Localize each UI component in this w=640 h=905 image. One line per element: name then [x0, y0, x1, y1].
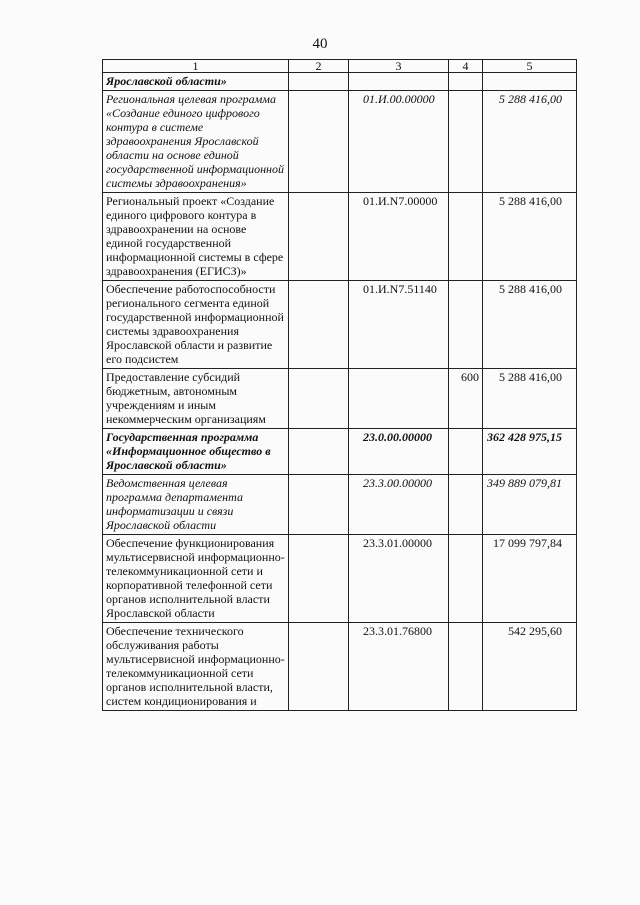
- column-header-4: 4: [449, 60, 483, 73]
- table-cell-col-2: [289, 193, 349, 281]
- table-cell-col-2: [289, 91, 349, 193]
- table-cell-col-5: 362 428 975,15: [483, 429, 577, 475]
- table-cell-col-5: 5 288 416,00: [483, 91, 577, 193]
- table-row: [103, 91, 577, 193]
- table-cell-col-2: [289, 623, 349, 711]
- table-row: [103, 73, 577, 91]
- table-cell-col-3: 01.И.00.00000: [349, 91, 449, 193]
- table-cell-col-1: Обеспечение технического обслуживания работы мультисервисной информационно-телекоммуникационной сети органов исполнительной власти, систем кондиционирования и: [103, 623, 289, 711]
- table-cell-col-1: Предоставление субсидий бюджетным, автономным учреждениям и иным некоммерческим организациям: [103, 369, 289, 429]
- table-cell-col-4: [449, 73, 483, 91]
- page-number: 40: [312, 36, 328, 52]
- column-header-3: 3: [349, 60, 449, 73]
- table-cell-col-1: Обеспечение работоспособности регионального сегмента единой государственной информационной системы здравоохранения Ярославской области и развитие его подсистем: [103, 281, 289, 369]
- table-row: [103, 429, 577, 475]
- table-cell-col-4: [449, 623, 483, 711]
- table-cell-col-3: 23.3.00.00000: [349, 475, 449, 535]
- table-cell-col-5: 5 288 416,00: [483, 281, 577, 369]
- table-row: [103, 281, 577, 369]
- margin-mark: [626, 760, 632, 880]
- table-cell-col-3: 23.3.01.76800: [349, 623, 449, 711]
- table-cell-col-4: [449, 429, 483, 475]
- table-cell-col-1: Обеспечение функционирования мультисервисной информационно-телекоммуникационной сети и корпоративной телефонной сети органов исполнительной власти Ярославской области: [103, 535, 289, 623]
- table-header-row: [103, 60, 577, 73]
- table-cell-col-3: 23.3.01.00000: [349, 535, 449, 623]
- table-row: [103, 535, 577, 623]
- table-cell-col-2: [289, 73, 349, 91]
- table-cell-col-2: [289, 535, 349, 623]
- table-cell-col-2: [289, 475, 349, 535]
- table-cell-col-3: [349, 369, 449, 429]
- table-cell-col-4: [449, 91, 483, 193]
- table-row: [103, 475, 577, 535]
- column-header-1: 1: [103, 60, 289, 73]
- table-cell-col-5: 17 099 797,84: [483, 535, 577, 623]
- table-cell-col-1: Региональная целевая программа «Создание единого цифрового контура в системе здравоохранения Ярославской области на основе единой государственной информационной системы здравоохранения»: [103, 91, 289, 193]
- table-cell-col-2: [289, 369, 349, 429]
- table-cell-col-4: [449, 475, 483, 535]
- column-header-5: 5: [483, 60, 577, 73]
- table-cell-col-5: 5 288 416,00: [483, 193, 577, 281]
- table-cell-col-5: [483, 73, 577, 91]
- table-cell-col-5: 5 288 416,00: [483, 369, 577, 429]
- table-cell-col-1: Ведомственная целевая программа департамента информатизации и связи Ярославской области: [103, 475, 289, 535]
- table-cell-col-3: 01.И.N7.51140: [349, 281, 449, 369]
- table-cell-col-2: [289, 429, 349, 475]
- table-cell-col-4: 600: [449, 369, 483, 429]
- table-cell-col-4: [449, 193, 483, 281]
- table-cell-col-3: [349, 73, 449, 91]
- table-cell-col-3: 23.0.00.00000: [349, 429, 449, 475]
- table-row: [103, 369, 577, 429]
- table-cell-col-1: Государственная программа «Информационное общество в Ярославской области»: [103, 429, 289, 475]
- column-header-2: 2: [289, 60, 349, 73]
- table-row: [103, 193, 577, 281]
- table-cell-col-4: [449, 281, 483, 369]
- table-cell-col-3: 01.И.N7.00000: [349, 193, 449, 281]
- table-cell-col-2: [289, 281, 349, 369]
- table-cell-col-5: 349 889 079,81: [483, 475, 577, 535]
- budget-table: [102, 59, 577, 711]
- table-cell-col-4: [449, 535, 483, 623]
- table-cell-col-1: Региональный проект «Создание единого цифрового контура в здравоохранении на основе единой государственной информационной системы в сфере здравоохранения (ЕГИСЗ)»: [103, 193, 289, 281]
- table-cell-col-1: Ярославской области»: [103, 73, 289, 91]
- table-cell-col-5: 542 295,60: [483, 623, 577, 711]
- table-row: [103, 623, 577, 711]
